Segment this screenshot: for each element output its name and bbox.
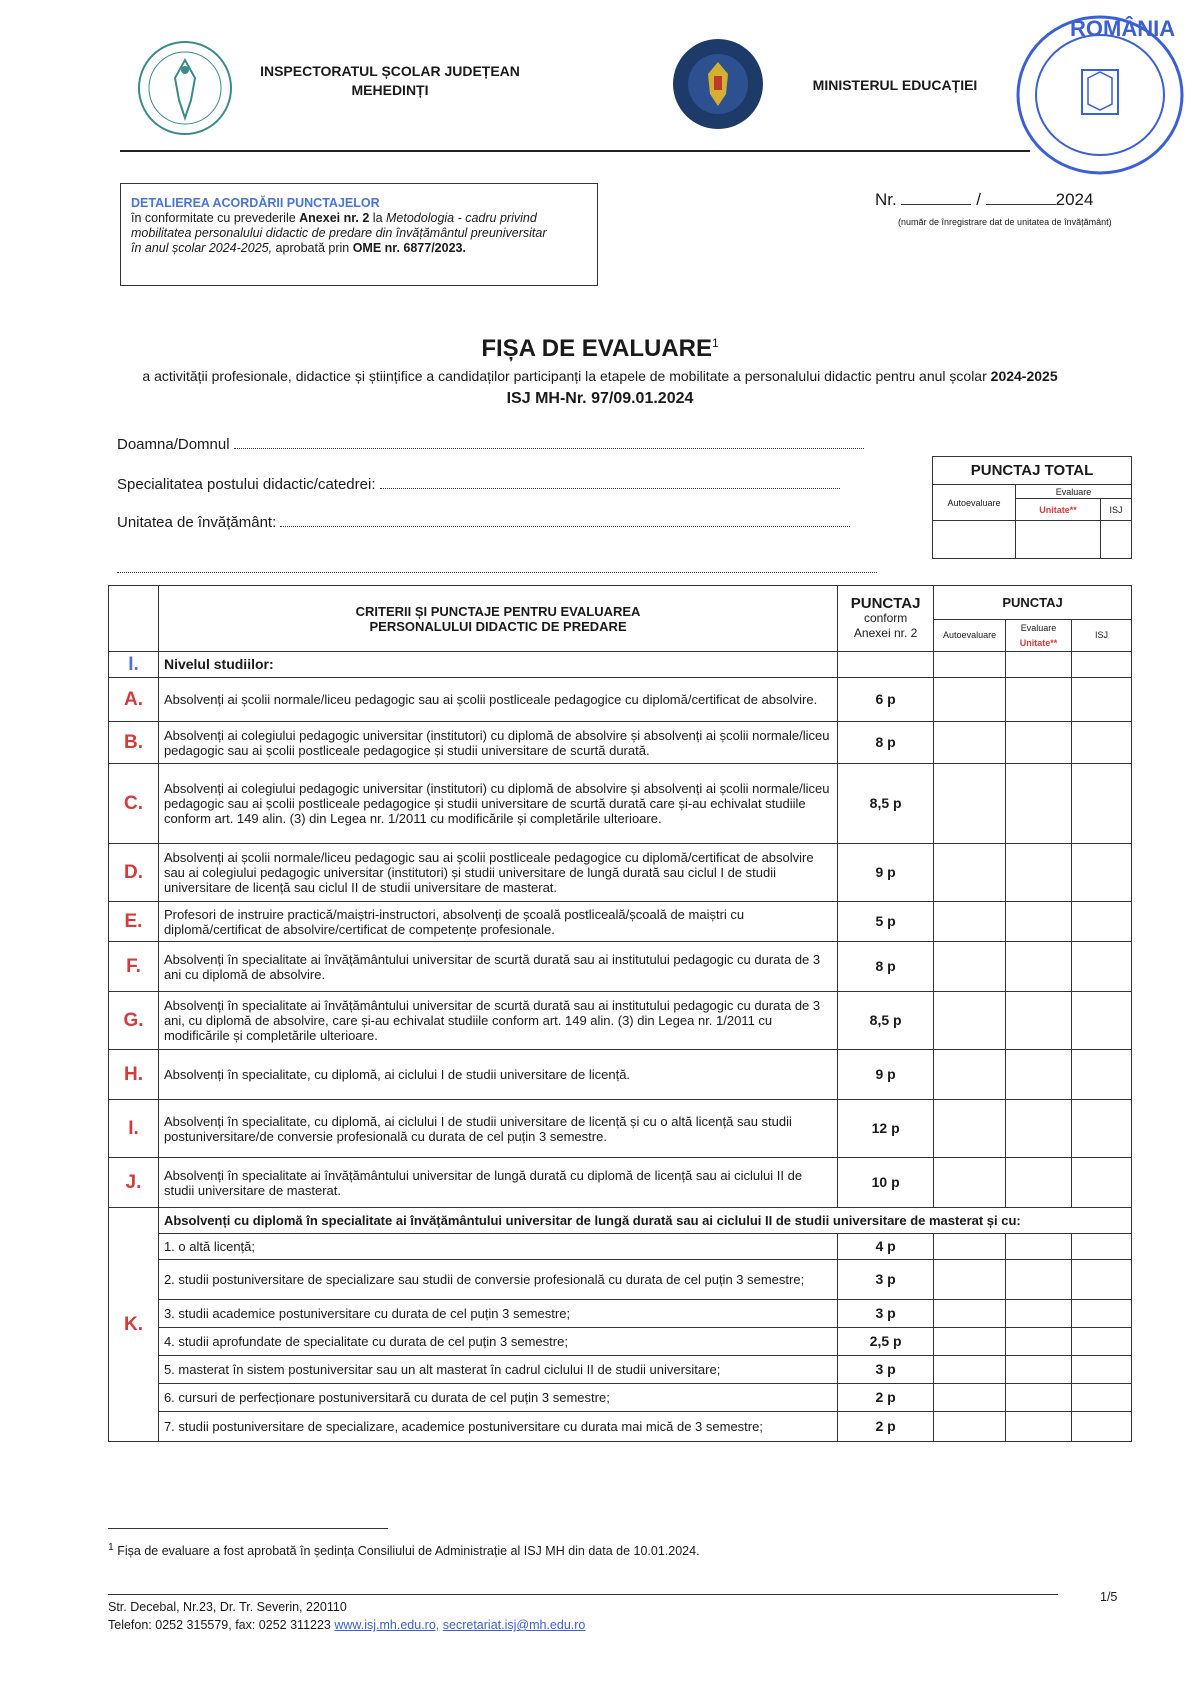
- unit-eval-cell[interactable]: [1006, 902, 1072, 942]
- unit-eval-cell[interactable]: [1006, 844, 1072, 902]
- criteria-text: Absolvenți ai școlii normale/liceu pedagogic sau ai școlii postliceale pedagogice cu diplomă/certificat de absolvire sau ai colegiului pedagogic universitar (institutori) și studii universitare de lungă durată sau ciclul I de studii universitare de licență sau ciclul II de studii universitare de masterat.: [158, 844, 837, 902]
- col-eval-header: Evaluare: [1020, 622, 1057, 633]
- total-isj-cell[interactable]: [1101, 521, 1132, 559]
- self-eval-cell[interactable]: [934, 992, 1006, 1050]
- self-eval-cell[interactable]: [934, 678, 1006, 722]
- table-title-line1: CRITERII ȘI PUNCTAJE PENTRU EVALUAREA: [355, 603, 641, 619]
- isj-eval-cell[interactable]: [1072, 844, 1132, 902]
- criteria-letter: K.: [109, 1208, 159, 1442]
- criteria-letter: H.: [109, 1050, 159, 1100]
- criteria-letter: F.: [109, 942, 159, 992]
- table-title-line2: PERSONALULUI DIDACTIC DE PREDARE: [369, 618, 627, 634]
- criteria-text: Absolvenți în specialitate, cu diplomă, ai ciclului I de studii universitare de licență și cu o altă licență sau studii postuniversitare/de conversie profesională cu durata de cel puțin 3 semestre.: [158, 1100, 837, 1158]
- k-row: [109, 1260, 1132, 1300]
- criteria-text: Absolvenți ai colegiului pedagogic universitar (institutori) cu diplomă de absolvire și absolvenți ai școlii normale/liceu pedagogic sau ai școlii postliceale pedagogice și studii universitare de scurtă durată.: [158, 722, 837, 764]
- header-corner: [109, 586, 159, 652]
- footer-phone: Telefon: 0252 315579, fax: 0252 311223: [108, 1618, 331, 1632]
- isj-eval-cell[interactable]: [1072, 1100, 1132, 1158]
- col-points-header: [838, 586, 934, 652]
- k-criteria-points: 4 p: [838, 1234, 934, 1260]
- unit-eval-cell[interactable]: [1006, 1260, 1072, 1300]
- criteria-row: [109, 722, 1132, 764]
- footer-contact: [108, 1618, 585, 1632]
- self-eval-cell[interactable]: [934, 942, 1006, 992]
- k-row: [109, 1356, 1132, 1384]
- criteria-letter: I.: [109, 1100, 159, 1158]
- unit-eval-cell[interactable]: [1006, 1328, 1072, 1356]
- isj-name-line2: MEHEDINȚI: [351, 82, 429, 98]
- field-specialty: [117, 476, 840, 493]
- section-number: I.: [109, 652, 159, 678]
- ministry-name: MINISTERUL EDUCAȚIEI: [812, 77, 978, 93]
- score-cell[interactable]: [1006, 652, 1072, 678]
- score-cell[interactable]: [934, 652, 1006, 678]
- isj-eval-cell[interactable]: [1072, 1412, 1132, 1442]
- isj-seal-logo: [135, 38, 235, 138]
- self-eval-cell[interactable]: [934, 764, 1006, 844]
- title-main: FIȘA DE EVALUARE: [481, 335, 712, 362]
- k-heading-row: [109, 1208, 1132, 1234]
- k-criteria-points: 3 p: [838, 1300, 934, 1328]
- k-heading: Absolvenți cu diplomă în specialitate ai învățământului universitar de lungă durată sau ai ciclului II de studii universitare de masterat și cu:: [158, 1208, 1131, 1234]
- self-eval-cell[interactable]: [934, 1158, 1006, 1208]
- section-title: Nivelul studiilor:: [158, 652, 837, 678]
- criteria-row: [109, 764, 1132, 844]
- k-criteria-text: 1. o altă licență;: [158, 1234, 837, 1260]
- k-row: [109, 1412, 1132, 1442]
- note-line3-mid: aprobată prin: [272, 241, 353, 255]
- field-unit-line[interactable]: [280, 526, 850, 527]
- k-row: [109, 1328, 1132, 1356]
- criteria-points: 10 p: [838, 1158, 934, 1208]
- note-line2: mobilitatea personalului didactic de predare din învățământul preuniversitar: [131, 226, 547, 240]
- k-criteria-text: 6. cursuri de perfecționare postuniversitară cu durata de cel puțin 3 semestre;: [158, 1384, 837, 1412]
- col-auto-header: Autoevaluare: [934, 620, 1006, 652]
- isj-name: [255, 62, 525, 100]
- total-unit-label: Unitate**: [1016, 499, 1101, 521]
- note-line1-bold: Anexei nr. 2: [299, 211, 370, 225]
- note-line1-italic: Metodologia - cadru privind: [386, 211, 537, 225]
- col-score-header: PUNCTAJ: [934, 586, 1132, 620]
- field-unit: [117, 514, 850, 531]
- criteria-text: Absolvenți în specialitate ai învățământului universitar de lungă durată cu diplomă de licență sau ai ciclului II de studii universitare de masterat.: [158, 1158, 837, 1208]
- isj-eval-cell[interactable]: [1072, 1050, 1132, 1100]
- unit-eval-cell[interactable]: [1006, 1158, 1072, 1208]
- header-divider: [120, 150, 1030, 152]
- subtitle-year: 2024-2025: [990, 368, 1058, 384]
- note-line1-pre: în conformitate cu prevederile: [131, 211, 300, 225]
- note-line3-italic: în anul școlar 2024-2025,: [131, 241, 273, 255]
- isj-eval-cell[interactable]: [1072, 992, 1132, 1050]
- field-extra-line[interactable]: [117, 560, 877, 578]
- isj-eval-cell[interactable]: [1072, 722, 1132, 764]
- k-criteria-points: 3 p: [838, 1260, 934, 1300]
- unit-eval-cell[interactable]: [1006, 1412, 1072, 1442]
- total-isj-label: ISJ: [1101, 499, 1132, 521]
- official-stamp: [1010, 10, 1190, 180]
- unit-eval-cell[interactable]: [1006, 1384, 1072, 1412]
- criteria-letter: B.: [109, 722, 159, 764]
- page-title: [0, 335, 1200, 363]
- k-criteria-text: 5. masterat în sistem postuniversitar sau un alt masterat în cadrul ciclului II de studii universitare;: [158, 1356, 837, 1384]
- footer-divider: [108, 1594, 1058, 1595]
- criteria-letter: C.: [109, 764, 159, 844]
- criteria-row: [109, 992, 1132, 1050]
- isj-eval-cell[interactable]: [1072, 1356, 1132, 1384]
- registration-number: Nr. / 2024: [875, 190, 1094, 209]
- self-eval-cell[interactable]: [934, 1384, 1006, 1412]
- criteria-row: [109, 1050, 1132, 1100]
- field-specialty-line[interactable]: [380, 488, 840, 489]
- isj-eval-cell[interactable]: [1072, 678, 1132, 722]
- unit-eval-cell[interactable]: [1006, 1100, 1072, 1158]
- criteria-text: Absolvenți în specialitate ai învățământului universitar de scurtă durată sau ai institutului pedagogic cu durata de 3 ani cu diplomă de absolvire.: [158, 942, 837, 992]
- criteria-text: Absolvenți în specialitate ai învățământului universitar de scurtă durată sau ai institutului pedagogic cu durata de 3 ani, cu diplomă de absolvire, care și-au echivalat studiile conform art. 149 alin. (3) din Legea nr. 1/2011 cu modificările și completările ulterioare.: [158, 992, 837, 1050]
- col-unit-header: [1006, 620, 1072, 652]
- k-row: [109, 1234, 1132, 1260]
- self-eval-cell[interactable]: [934, 1412, 1006, 1442]
- self-eval-cell[interactable]: [934, 844, 1006, 902]
- note-line1: [131, 211, 587, 226]
- self-eval-cell[interactable]: [934, 902, 1006, 942]
- k-criteria-text: 2. studii postuniversitare de specializare sau studii de conversie profesională cu durata de cel puțin 3 semestre;: [158, 1260, 837, 1300]
- criteria-text: Absolvenți ai școlii normale/liceu pedagogic sau ai școlii postliceale pedagogice cu diplomă/certificat de absolvire.: [158, 678, 837, 722]
- k-criteria-points: 2,5 p: [838, 1328, 934, 1356]
- self-eval-cell[interactable]: [934, 722, 1006, 764]
- self-eval-cell[interactable]: [934, 1234, 1006, 1260]
- isj-eval-cell[interactable]: [1072, 902, 1132, 942]
- criteria-letter: J.: [109, 1158, 159, 1208]
- note-line3-bold: OME nr. 6877/2023.: [352, 241, 466, 255]
- unit-eval-cell[interactable]: [1006, 992, 1072, 1050]
- criteria-letter: E.: [109, 902, 159, 942]
- svg-text:ROMÂNIA: ROMÂNIA: [1070, 16, 1176, 41]
- reg-year: 2024: [1055, 190, 1094, 209]
- total-title: PUNCTAJ TOTAL: [933, 457, 1132, 485]
- note-line3: [131, 241, 587, 256]
- footnote: [108, 1542, 700, 1558]
- col-isj-header: ISJ: [1072, 620, 1132, 652]
- field-specialty-label: Specialitatea postului didactic/catedrei:: [117, 476, 376, 493]
- page-subtitle: [40, 368, 1160, 384]
- criteria-letter: G.: [109, 992, 159, 1050]
- total-eval-label: Evaluare: [1016, 485, 1132, 499]
- registration-note: (număr de înregistrare dat de unitatea de învățământ): [898, 217, 1112, 227]
- footer-email-link[interactable]: secretariat.isj@mh.edu.ro: [442, 1618, 586, 1632]
- k-row: [109, 1300, 1132, 1328]
- total-auto-label: Autoevaluare: [933, 485, 1016, 521]
- criteria-points: 9 p: [838, 844, 934, 902]
- field-unit-label: Unitatea de învățământ:: [117, 514, 277, 531]
- self-eval-cell[interactable]: [934, 1260, 1006, 1300]
- isj-eval-cell[interactable]: [1072, 1260, 1132, 1300]
- k-criteria-points: 2 p: [838, 1384, 934, 1412]
- self-eval-cell[interactable]: [934, 1300, 1006, 1328]
- note-line1-mid: la: [369, 211, 387, 225]
- unit-eval-cell[interactable]: [1006, 1356, 1072, 1384]
- unit-eval-cell[interactable]: [1006, 722, 1072, 764]
- footer-website-link[interactable]: www.isj.mh.edu.ro,: [334, 1618, 440, 1632]
- reg-nr-label: Nr.: [875, 190, 897, 209]
- isj-name-line1: INSPECTORATUL ȘCOLAR JUDEȚEAN: [260, 63, 520, 79]
- unit-eval-cell[interactable]: [1006, 1300, 1072, 1328]
- self-eval-cell[interactable]: [934, 1100, 1006, 1158]
- k-criteria-points: 2 p: [838, 1412, 934, 1442]
- criteria-row: [109, 678, 1132, 722]
- government-seal-text: [662, 40, 663, 41]
- k-row: [109, 1384, 1132, 1412]
- total-score-box: [932, 456, 1132, 559]
- criteria-points: 12 p: [838, 1100, 934, 1158]
- footnote-divider: [108, 1528, 388, 1529]
- isj-eval-cell[interactable]: [1072, 1234, 1132, 1260]
- isj-eval-cell[interactable]: [1072, 942, 1132, 992]
- note-heading: DETALIEREA ACORDĂRII PUNCTAJELOR: [131, 196, 380, 210]
- col-points-l2: conform: [863, 611, 908, 625]
- field-name-label: Doamna/Domnul: [117, 436, 230, 453]
- criteria-row: [109, 1158, 1132, 1208]
- subtitle-text: a activității profesionale, didactice și științifice a candidaților participanți la etapele de mobilitate a personalului didactic pentru anul școlar: [142, 368, 991, 384]
- footnote-text: Fișa de evaluare a fost aprobată în ședința Consiliului de Administrație al ISJ MH din data de 10.01.2024.: [113, 1544, 700, 1559]
- total-auto-cell[interactable]: [933, 521, 1016, 559]
- page-number: 1/5: [1100, 1590, 1118, 1604]
- unit-eval-cell[interactable]: [1006, 1234, 1072, 1260]
- unit-eval-cell[interactable]: [1006, 678, 1072, 722]
- isj-eval-cell[interactable]: [1072, 764, 1132, 844]
- criteria-letter: D.: [109, 844, 159, 902]
- k-criteria-text: 4. studii aprofundate de specialitate cu durata de cel puțin 3 semestre;: [158, 1328, 837, 1356]
- footnote-mark: 1: [108, 1542, 114, 1553]
- isj-eval-cell[interactable]: [1072, 1158, 1132, 1208]
- criteria-points: 6 p: [838, 678, 934, 722]
- score-cell[interactable]: [1072, 652, 1132, 678]
- government-seal-logo: [670, 36, 766, 132]
- self-eval-cell[interactable]: [934, 1050, 1006, 1100]
- criteria-points: 8,5 p: [838, 992, 934, 1050]
- criteria-points: 9 p: [838, 1050, 934, 1100]
- criteria-text: Profesori de instruire practică/maiștri-instructori, absolvenți de școală postliceală/școală de maiștri cu diplomă/certificat de absolvire/certificat de competențe profesionale.: [158, 902, 837, 942]
- col-unit-label: Unitate**: [1019, 637, 1058, 648]
- criteria-row: [109, 844, 1132, 902]
- col-points-l1: PUNCTAJ: [850, 595, 921, 612]
- criteria-points: 8 p: [838, 942, 934, 992]
- criteria-letter: A.: [109, 678, 159, 722]
- criteria-row: [109, 1100, 1132, 1158]
- field-name: [117, 436, 864, 453]
- unit-eval-cell[interactable]: [1006, 942, 1072, 992]
- criteria-text: Absolvenți ai colegiului pedagogic universitar (institutori) cu diplomă de absolvire și absolvenți ai școlii normale/liceu pedagogic sau ai școlii postliceale pedagogice și studii universitare de scurtă durată care și-au echivalat studiile conform art. 149 alin. (3) din Legea nr. 1/2011 cu modificările și completările ulterioare.: [158, 764, 837, 844]
- field-name-line[interactable]: [234, 448, 864, 449]
- criteria-points: 8,5 p: [838, 764, 934, 844]
- self-eval-cell[interactable]: [934, 1356, 1006, 1384]
- k-criteria-text: 3. studii academice postuniversitare cu durata de cel puțin 3 semestre;: [158, 1300, 837, 1328]
- unit-eval-cell[interactable]: [1006, 1050, 1072, 1100]
- criteria-points: 5 p: [838, 902, 934, 942]
- unit-eval-cell[interactable]: [1006, 764, 1072, 844]
- total-unit-cell[interactable]: [1016, 521, 1101, 559]
- col-points-l3: Anexei nr. 2: [853, 626, 918, 640]
- isj-eval-cell[interactable]: [1072, 1328, 1132, 1356]
- criteria-table: [108, 585, 1132, 1442]
- criteria-points: 8 p: [838, 722, 934, 764]
- k-criteria-text: 7. studii postuniversitare de specializare, academice postuniversitare cu durata mai mică de 3 semestre;: [158, 1412, 837, 1442]
- k-criteria-points: 3 p: [838, 1356, 934, 1384]
- table-title: [158, 586, 837, 652]
- criteria-text: Absolvenți în specialitate, cu diplomă, ai ciclului I de studii universitare de licență.: [158, 1050, 837, 1100]
- isj-eval-cell[interactable]: [1072, 1300, 1132, 1328]
- reference-number: ISJ MH-Nr. 97/09.01.2024: [506, 390, 694, 407]
- scoring-note-box: [120, 183, 598, 286]
- criteria-row: [109, 902, 1132, 942]
- isj-eval-cell[interactable]: [1072, 1384, 1132, 1412]
- criteria-row: [109, 942, 1132, 992]
- self-eval-cell[interactable]: [934, 1328, 1006, 1356]
- footer-address: Str. Decebal, Nr.23, Dr. Tr. Severin, 220110: [108, 1600, 347, 1614]
- title-footnote-ref: 1: [712, 336, 719, 350]
